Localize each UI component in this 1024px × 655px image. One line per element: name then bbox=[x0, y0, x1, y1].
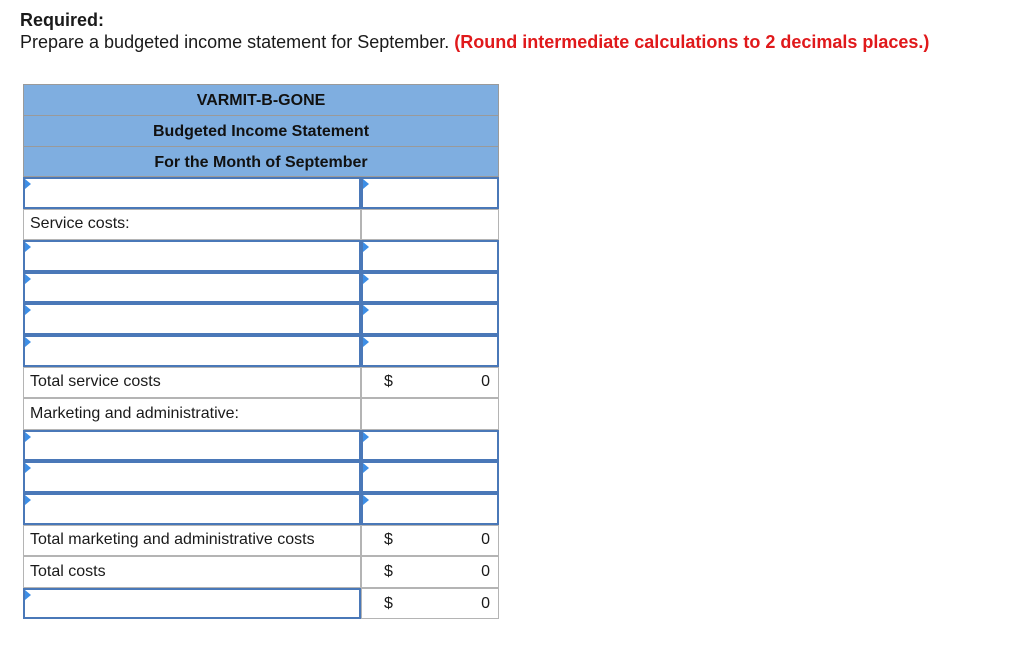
label-input[interactable] bbox=[23, 272, 361, 304]
total-costs-label: Total costs bbox=[23, 556, 361, 588]
total-service-costs-amount bbox=[361, 367, 499, 399]
table-row bbox=[23, 461, 499, 493]
label-input[interactable] bbox=[23, 430, 361, 462]
service-costs-label: Service costs: bbox=[23, 209, 361, 241]
income-statement-table bbox=[23, 84, 499, 619]
empty-cell bbox=[361, 209, 499, 241]
input-marker-icon bbox=[363, 463, 369, 473]
table-row bbox=[23, 525, 499, 557]
statement-period: For the Month of September bbox=[23, 146, 499, 177]
input-marker-icon bbox=[25, 495, 31, 505]
amount-input[interactable] bbox=[361, 335, 499, 367]
required-heading: Required: bbox=[20, 10, 105, 30]
total-costs-amount bbox=[361, 556, 499, 588]
amount-input[interactable] bbox=[361, 240, 499, 272]
table-row bbox=[23, 430, 499, 462]
input-marker-icon bbox=[363, 432, 369, 442]
input-marker-icon bbox=[363, 337, 369, 347]
table-row bbox=[23, 272, 499, 304]
final-amount bbox=[361, 588, 499, 620]
currency-symbol: $ bbox=[384, 373, 393, 391]
rounding-note: (Round intermediate calculations to 2 decimals places.) bbox=[454, 32, 930, 52]
input-marker-icon bbox=[363, 495, 369, 505]
total-marketing-label: Total marketing and administrative costs bbox=[23, 525, 361, 557]
input-marker-icon bbox=[25, 305, 31, 315]
amount-input[interactable] bbox=[361, 493, 499, 525]
table-row bbox=[23, 588, 499, 620]
amount-input[interactable] bbox=[361, 177, 499, 209]
amount-input[interactable] bbox=[361, 303, 499, 335]
input-marker-icon bbox=[363, 242, 369, 252]
empty-cell bbox=[361, 398, 499, 430]
instructions-line bbox=[20, 31, 929, 53]
table-row bbox=[23, 209, 499, 241]
input-marker-icon bbox=[25, 432, 31, 442]
total-costs-value: 0 bbox=[481, 562, 490, 580]
final-value: 0 bbox=[481, 594, 490, 612]
currency-symbol: $ bbox=[384, 562, 393, 580]
input-marker-icon bbox=[25, 242, 31, 252]
total-marketing-amount bbox=[361, 525, 499, 557]
label-input[interactable] bbox=[23, 303, 361, 335]
amount-input[interactable] bbox=[361, 461, 499, 493]
company-name: VARMIT-B-GONE bbox=[23, 84, 499, 115]
input-marker-icon bbox=[363, 179, 369, 189]
amount-input[interactable] bbox=[361, 272, 499, 304]
input-marker-icon bbox=[25, 463, 31, 473]
table-row bbox=[23, 556, 499, 588]
table-row bbox=[23, 240, 499, 272]
table-row bbox=[23, 398, 499, 430]
input-marker-icon bbox=[25, 337, 31, 347]
total-marketing-value: 0 bbox=[481, 531, 490, 549]
total-service-costs-label: Total service costs bbox=[23, 367, 361, 399]
table-row bbox=[23, 303, 499, 335]
instructions-text: Prepare a budgeted income statement for September. bbox=[20, 32, 450, 52]
statement-title: Budgeted Income Statement bbox=[23, 115, 499, 146]
table-row bbox=[23, 335, 499, 367]
currency-symbol: $ bbox=[384, 594, 393, 612]
table-row bbox=[23, 177, 499, 209]
label-input[interactable] bbox=[23, 335, 361, 367]
final-label-input[interactable] bbox=[23, 588, 361, 620]
instructions bbox=[20, 9, 929, 53]
table-row bbox=[23, 493, 499, 525]
input-marker-icon bbox=[25, 590, 31, 600]
amount-input[interactable] bbox=[361, 430, 499, 462]
total-service-costs-value: 0 bbox=[481, 373, 490, 391]
table-row bbox=[23, 367, 499, 399]
label-input[interactable] bbox=[23, 240, 361, 272]
input-marker-icon bbox=[25, 179, 31, 189]
marketing-label: Marketing and administrative: bbox=[23, 398, 361, 430]
currency-symbol: $ bbox=[384, 531, 393, 549]
input-marker-icon bbox=[25, 274, 31, 284]
input-marker-icon bbox=[363, 274, 369, 284]
label-input[interactable] bbox=[23, 461, 361, 493]
label-input[interactable] bbox=[23, 177, 361, 209]
label-input[interactable] bbox=[23, 493, 361, 525]
input-marker-icon bbox=[363, 305, 369, 315]
